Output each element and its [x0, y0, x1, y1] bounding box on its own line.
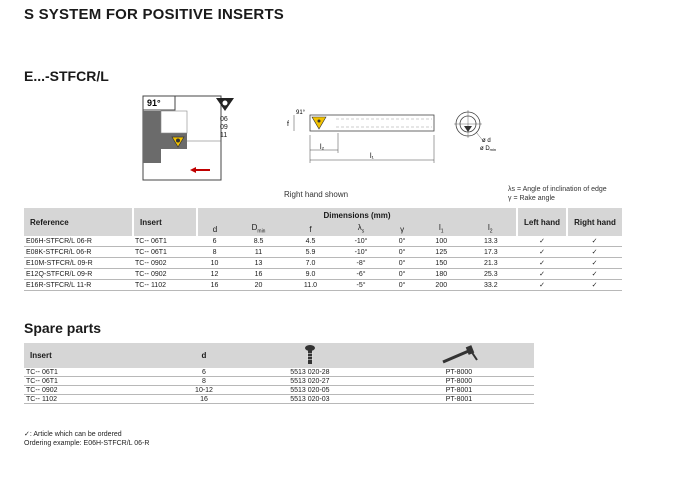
insert-sizes [220, 116, 228, 140]
dim-l1-label: l₁ [370, 153, 374, 160]
insert-triangle-icon [214, 95, 236, 113]
col-d: d [172, 343, 236, 368]
table-row: E08K-STFCR/L 06-R TC-- 06T1 8 11 5.9 -10° 0° 125 17.3 ✓ ✓ [24, 247, 622, 258]
spare-parts-heading: Spare parts [24, 320, 102, 336]
col-wrench [384, 343, 534, 368]
legend-lambda: λs = Angle of inclination of edge [508, 186, 607, 193]
table-row: E12Q-STFCR/L 09-R TC-- 0902 12 16 9.0 -6° 0° 180 25.3 ✓ ✓ [24, 269, 622, 280]
angle-label: 91° [147, 98, 161, 108]
col-screw [236, 343, 384, 368]
col-f: f [285, 222, 336, 236]
table-row: TC-- 06T1 8 5513 020-27 PT-8000 [24, 377, 534, 386]
main-table [24, 208, 622, 291]
figure-caption: Right hand shown [284, 190, 349, 199]
col-insert: Insert [133, 208, 197, 236]
legend [508, 185, 607, 203]
table-row: TC-- 06T1 6 5513 020-28 PT-8000 [24, 368, 534, 377]
table-row: TC-- 1102 16 5513 020-03 PT-8001 [24, 395, 534, 404]
spare-parts-table [24, 343, 534, 404]
col-l2: $l_2$ [465, 222, 517, 236]
table-row: E16R-STFCR/L 11-R TC-- 1102 16 20 11.0 -5° 0° 200 33.2 ✓ ✓ [24, 280, 622, 291]
dim-dmin-label: ø D [480, 146, 490, 152]
footnotes [24, 430, 149, 448]
dim-l2-label: l₂ [320, 144, 325, 151]
boring-bar-insert-figure [142, 95, 222, 181]
col-l1: $l_1$ [418, 222, 465, 236]
screw-icon [304, 344, 316, 366]
col-dmin: $D_{min}$ [232, 222, 285, 236]
col-lambda: $\lambda_s$ [336, 222, 386, 236]
col-d: d [197, 222, 232, 236]
dim-angle-label: 91° [296, 110, 306, 116]
footnote-checkmark: ✓: Article which can be ordered [24, 431, 122, 438]
col-gamma: γ [386, 222, 418, 236]
col-right-hand: Right hand [567, 208, 622, 236]
table-row: E06H-STFCR/L 06-R TC-- 06T1 6 8.5 4.5 -10° 0° 100 13.3 ✓ ✓ [24, 236, 622, 247]
page-title: S SYSTEM FOR POSITIVE INSERTS [24, 6, 285, 23]
col-left-hand: Left hand [517, 208, 567, 236]
table-row: E10M-STFCR/L 09-R TC-- 0902 10 13 7.0 -8° 0° 150 21.3 ✓ ✓ [24, 258, 622, 269]
table-row: TC-- 0902 10-12 5513 020-05 PT-8001 [24, 386, 534, 395]
dim-dmin-sub: min [489, 147, 497, 152]
dim-d-label: ø d [482, 138, 491, 144]
boring-bar-side-view [286, 105, 436, 167]
footnote-ordering-example: Ordering example: E06H-STFCR/L 06-R [24, 440, 150, 447]
col-dimensions: Dimensions (mm) [197, 208, 517, 222]
wrench-icon [439, 344, 479, 366]
section-title: E...-STFCR/L [24, 68, 109, 84]
dim-f-label: f [287, 121, 289, 128]
legend-gamma: γ = Rake angle [508, 195, 555, 202]
svg-text:ø Dmin [480, 146, 496, 152]
insert-size-11: 11 [220, 132, 228, 139]
insert-size-09: 09 [220, 124, 228, 131]
insert-size-06: 06 [220, 116, 228, 123]
col-reference: Reference [24, 208, 133, 236]
col-insert: Insert [24, 343, 172, 368]
boring-bar-end-view [452, 104, 512, 154]
